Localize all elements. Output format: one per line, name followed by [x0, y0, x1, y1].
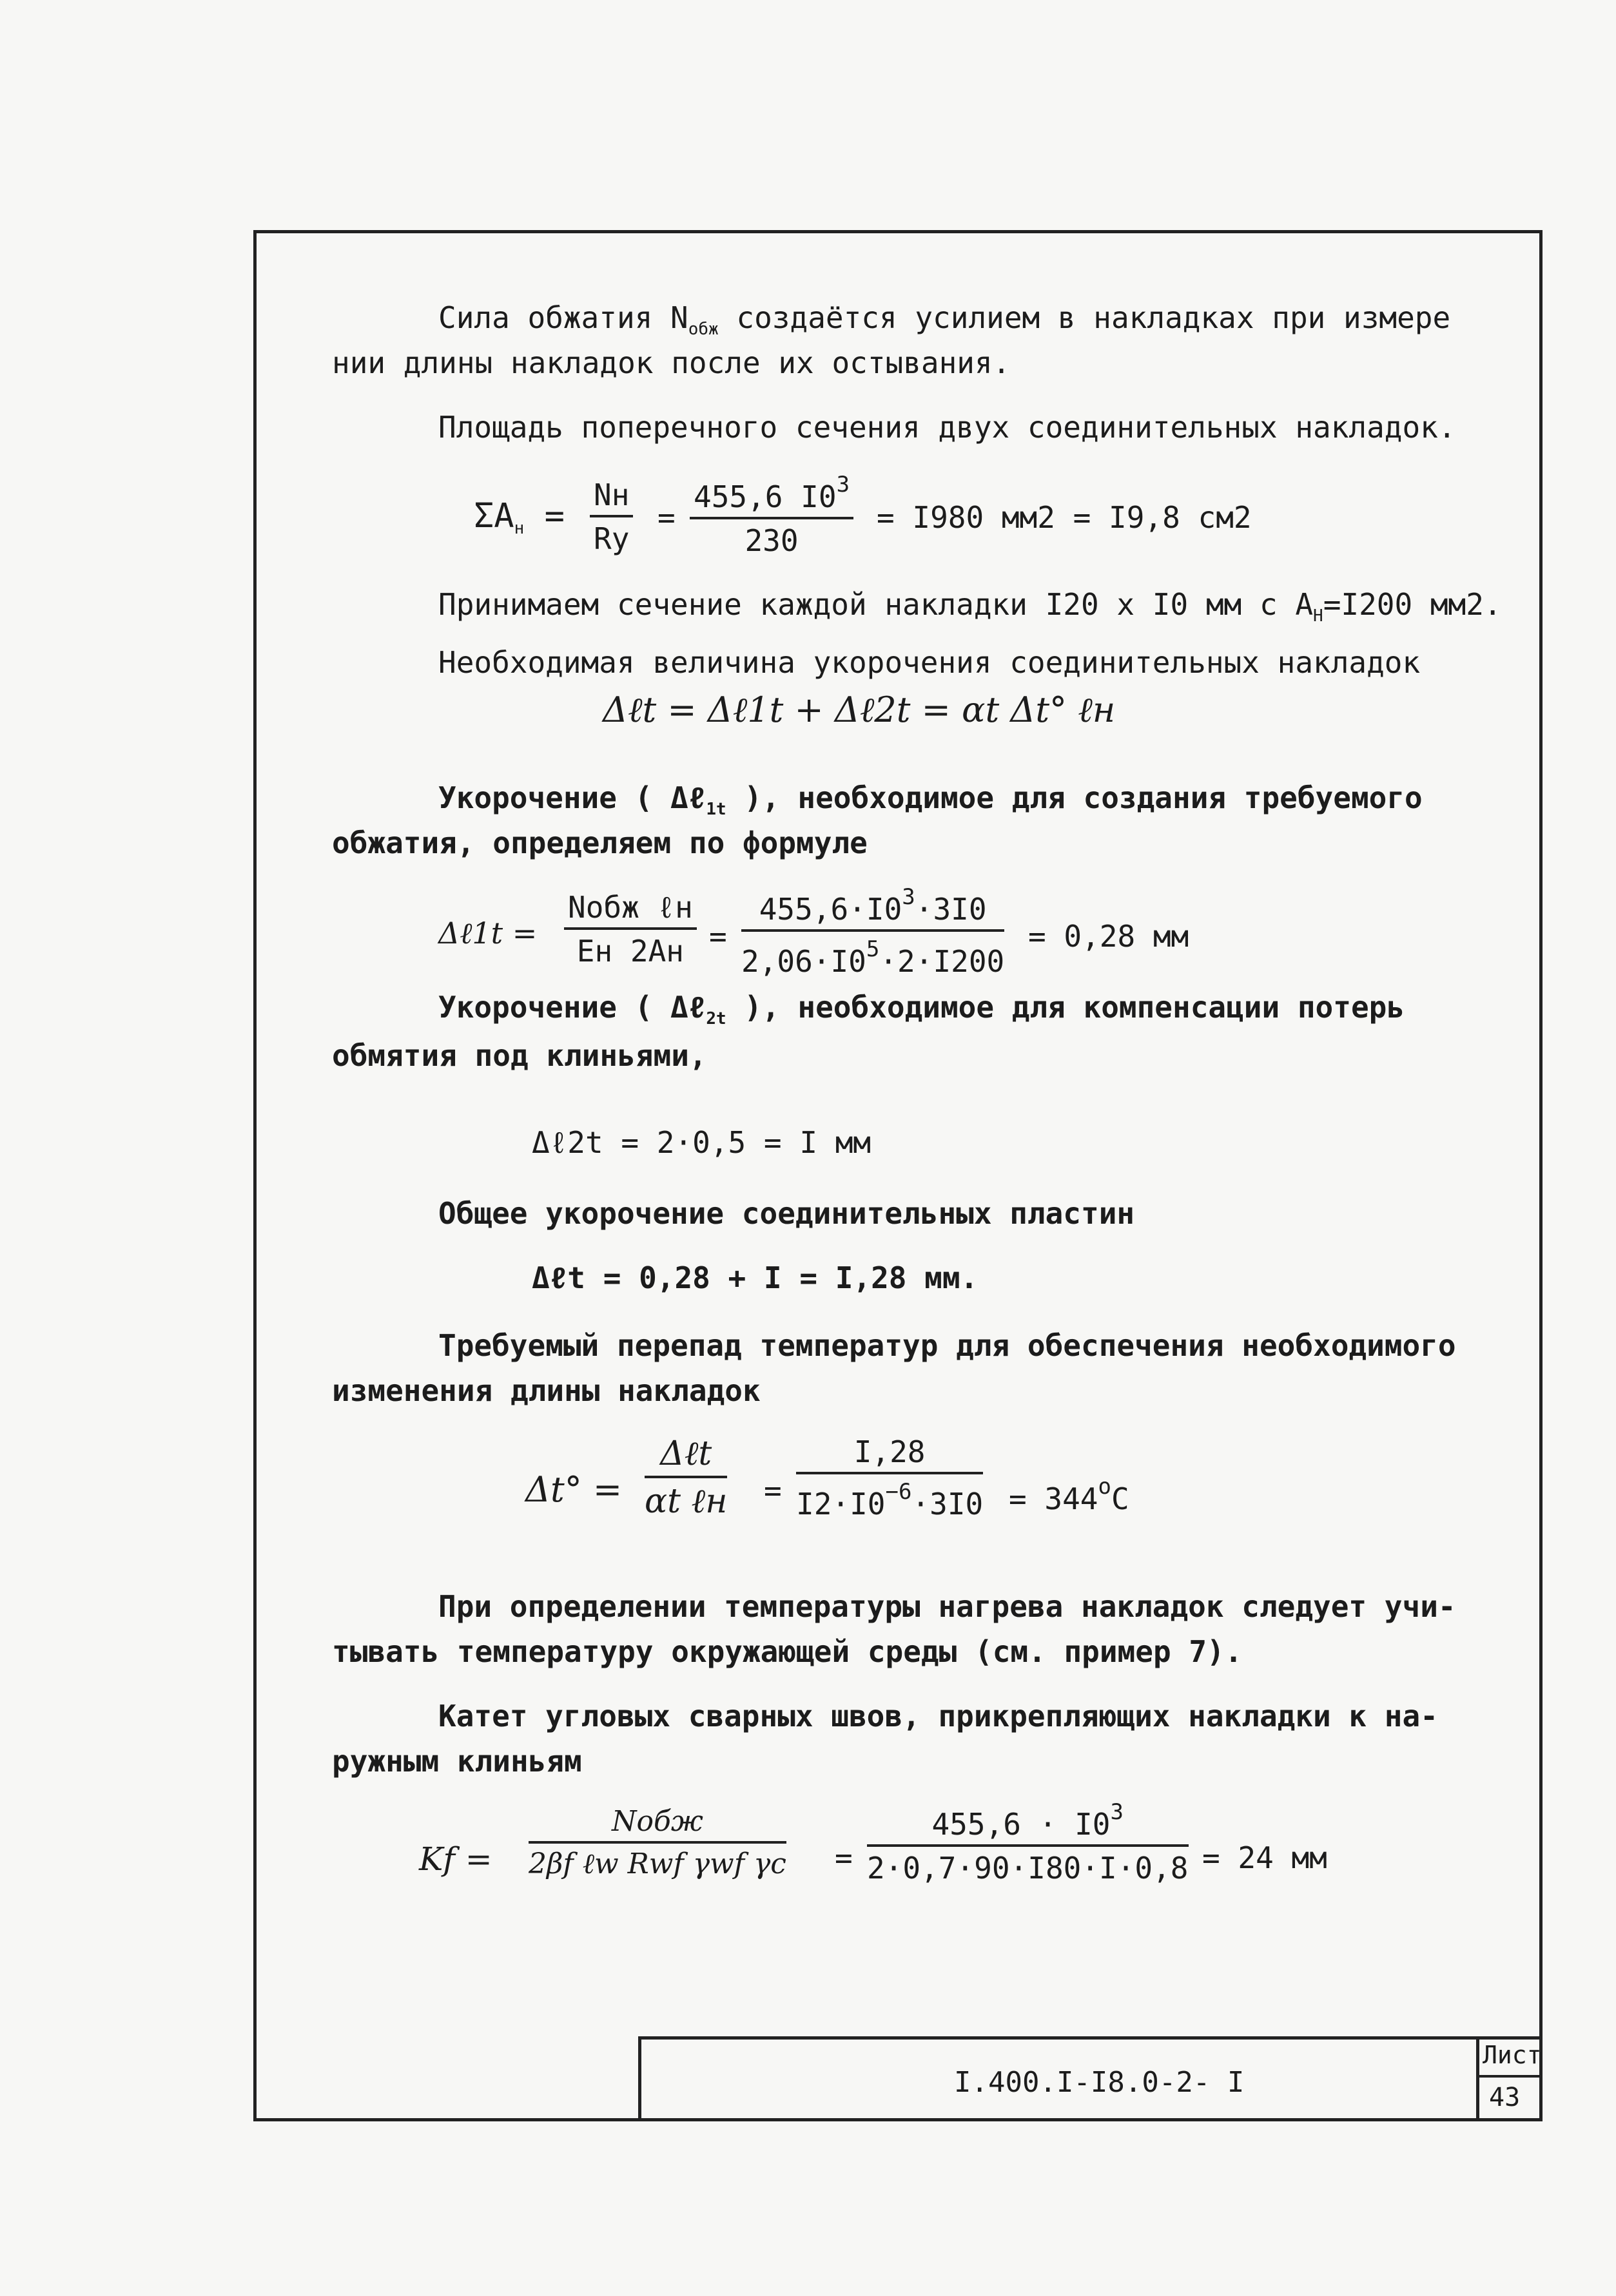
para10-line2: ружным клиньям [332, 1744, 582, 1779]
eq4: Δℓ2t = 2·0,5 = I мм [532, 1125, 871, 1160]
para10-line1: Катет угловых сварных швов, прикрепляющих накладки к на- [438, 1699, 1438, 1733]
eq1-lhs: $\Sigma A_н$ = [474, 497, 565, 538]
eq6-frac1: Δℓt αt ℓн [645, 1434, 728, 1521]
eq7-equals: = [835, 1840, 853, 1875]
para5-line1: Укорочение ( Δℓ$_{1t}$ ), необходимое для создания требуемого [438, 780, 1423, 819]
eq6-equals: = [764, 1473, 782, 1508]
eq6-result: = $344^oC$ [1009, 1474, 1129, 1516]
eq1-equals: = [657, 500, 676, 535]
para7: Общее укорочение соединительных пластин [438, 1196, 1135, 1231]
eq7-result: = 24 мм [1202, 1840, 1327, 1875]
eq6-lhs: Δt° = [525, 1469, 623, 1510]
para8-line1: Требуемый перепад температур для обеспечения необходимого [438, 1328, 1456, 1363]
eq3-frac2: $\frac{455,6\cdot I0^3\cdot 3I0}{2,06\cdot I0^5\cdot 2\cdot I200}$ [741, 884, 1005, 979]
eq3-result: = 0,28 мм [1028, 919, 1189, 954]
eq3-equals: = [709, 919, 727, 954]
para9-line2: тывать температуру окружающей среды (см. пример 7). [332, 1634, 1243, 1669]
para4: Необходимая величина укорочения соединительных накладок [438, 645, 1421, 680]
para6-line2: обмятия под клиньями, [332, 1038, 707, 1073]
sheet-box-divider [1479, 2075, 1543, 2078]
para9-line1: При определении температуры нагрева накладок следует учи- [438, 1589, 1456, 1624]
eq7-frac1: Nобж 2βf ℓw Rwf γwf γc [529, 1805, 786, 1880]
para8-line2: изменения длины накладок [332, 1373, 761, 1408]
sheet-label: Лист [1483, 2041, 1542, 2069]
para1-line2: нии длины накладок после их остывания. [332, 345, 1011, 380]
para5-line2: обжатия, определяем по формуле [332, 825, 868, 860]
sheet-number: 43 [1489, 2083, 1521, 2112]
eq3-frac1: Nобж ℓн Eн 2Aн [564, 892, 697, 966]
para3: Принимаем сечение каждой накладки I20 x I0 мм с $A_Н=I200$ мм2. [438, 587, 1502, 626]
eq1-frac2: $\frac{455,6 I0^3}{230}$ [690, 474, 853, 555]
para2: Площадь поперечного сечения двух соединительных накладок. [438, 410, 1456, 445]
document-code: I.400.I-I8.0-2- I [954, 2066, 1245, 2099]
para1-line1: Сила обжатия $N_{обж}$ создаётся усилием в накладках при измере [438, 300, 1451, 339]
eq7-frac2: $\frac{455,6 \cdot I0^3}{2\cdot 0,7\cdot 90\cdot I80\cdot I\cdot 0,8}$ [867, 1799, 1189, 1886]
eq6-frac2: $\frac{I,28}{I2\cdot I0^{-6}\cdot 3I0}$ [796, 1434, 984, 1521]
eq7-lhs: Kf = [419, 1840, 492, 1878]
eq1-result: = I980 мм2 = I9,8 см2 [877, 500, 1252, 535]
eq3-lhs: Δℓ1t = [438, 916, 538, 950]
eq1-frac1: Nн Ry [590, 480, 633, 554]
para6-line1: Укорочение ( Δℓ$_{2t}$ ), необходимое для компенсации потерь [438, 990, 1405, 1028]
eq5: Δℓt = 0,28 + I = I,28 мм. [532, 1260, 978, 1295]
eq2: Δℓt = Δℓ1t + Δℓ2t = αt Δt° ℓн [603, 690, 1116, 730]
